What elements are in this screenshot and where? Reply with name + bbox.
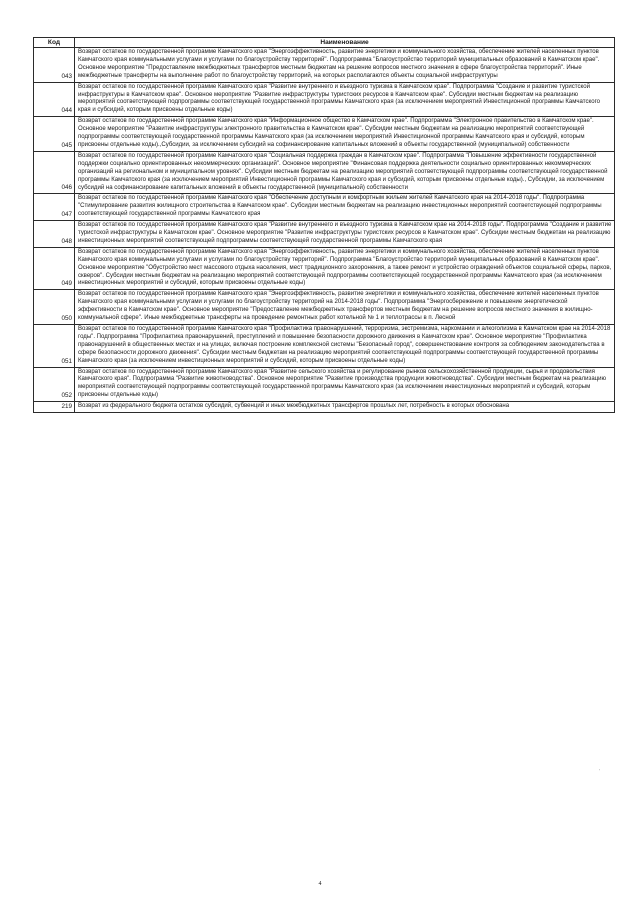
- row-code: 219: [34, 402, 75, 413]
- header-name: Наименование: [75, 38, 615, 48]
- row-description: Возврат остатков по государственной программе Камчатского края "Социальная поддержка граждан в Камчатском крае". Подпрограмма "Повышение эффективности государственной поддержки социально ориентированных некоммерческих организаций". Основное мероприятие "Финансовая поддержка деятельности социально ориентированных некоммерческих организаций на региональном и муниципальном уровнях". Субсидии местным бюджетам на реализацию мероприятий соответствующей подпрограммы соответствующей государственной программы Камчатского края (за исключением мероприятий Инвестиционной программы Камчатского края и субсидий, которым присвоены отдельные коды)., Субсидии, за исключением субсидий на софинансирование капитальных вложений в объекты государственной (муниципальной) собственности: [75, 151, 615, 194]
- document-page: [33, 37, 614, 413]
- row-description: Возврат остатков по государственной программе Камчатского края "Развитие сельского хозяйства и регулирование рынков сельскохозяйственной продукции, сырья и продовольствия Камчатского края". Подпрограмма "Развитие животноводства". Основное мероприятие "Развитие производства продукции животноводства". Субсидии местным бюджетам на реализацию мероприятий соответствующей подпрограммы соответствующей государственной программы Камчатского края (за исключением инвестиционных мероприятий и субсидий, которым присвоены отдельные коды): [75, 367, 615, 402]
- scan-mark: ˙: [599, 770, 601, 776]
- row-description: Возврат остатков по государственной программе Камчатского края "Обеспечение доступным и комфортным жильем жителей Камчатского края на 2014-2018 годы". Подпрограмма "Стимулирование развития жилищного строительства в Камчатском крае". Субсидии местным бюджетам на реализацию инвестиционных мероприятий соответствующей подпрограммы соответствующей государственной программы Камчатского края: [75, 194, 615, 221]
- page-number: 4: [318, 881, 322, 887]
- row-code: 052: [34, 367, 75, 402]
- row-code: 049: [34, 247, 75, 290]
- row-code: 048: [34, 221, 75, 248]
- row-code: 050: [34, 290, 75, 325]
- table-row: [34, 117, 615, 152]
- row-description: Возврат остатков по государственной программе Камчатского края "Развитие внутреннего и въездного туризма в Камчатском крае". Подпрограмма "Создание и развитие туристской инфраструктуры в Камчатском крае". Основное мероприятие "Развитие инфраструктуры туристских ресурсов в Камчатском крае". Субсидии местным бюджетам на реализацию мероприятий соответствующей подпрограммы соответствующей государственной программы Камчатского края (за исключением мероприятий Инвестиционной программы Камчатского края и субсидий, которым присвоены отдельные коды): [75, 82, 615, 117]
- row-code: 047: [34, 194, 75, 221]
- row-description: Возврат остатков по государственной программе Камчатского края "Информационное общество в Камчатском крае". Подпрограмма "Электронное правительство в Камчатском крае". Основное мероприятие "Развитие инфраструктуры электронного правительства в Камчатском крае". Субсидии местным бюджетам на реализацию мероприятий соответствующей подпрограммы соответствующей государственной программы Камчатского края (за исключением мероприятий Инвестиционной программы Камчатского края и субсидий, которым присвоены отдельные коды).,Субсидии, за исключением субсидий на софинансирование капитальных вложений в объекты государственной (муниципальной) собственности: [75, 117, 615, 152]
- codes-table: [33, 37, 615, 413]
- table-row: [34, 194, 615, 221]
- row-description: Возврат из федерального бюджета остатков субсидий, субвенций и иных межбюджетных трансфертов прошлых лет, потребность в которых обоснована: [75, 402, 615, 413]
- row-description: Возврат остатков по государственной программе Камчатского края "Профилактика правонарушений, терроризма, экстремизма, наркомании и алкоголизма в Камчатском крае на 2014-2018 годы". Подпрограмма "Профилактика правонарушений, преступлений и повышение безопасности дорожного движения в Камчатском крае". Основное мероприятие "Профилактика правонарушений в общественных местах и на улицах, включая построение комплексной системы "Безопасный город", совершенствование контроля за соблюдением законодательства в сфере безопасности дорожного движения". Субсидии местным бюджетам на реализацию мероприятий соответствующей подпрограммы соответствующей государственной программы Камчатского края (за исключением инвестиционных мероприятий и субсидий, которым присвоены отдельные коды): [75, 325, 615, 368]
- row-code: 045: [34, 117, 75, 152]
- table-row: [34, 151, 615, 194]
- row-code: 043: [34, 48, 75, 83]
- row-description: Возврат остатков по государственной программе Камчатского края "Энергоэффективность, развитие энергетики и коммунального хозяйства, обеспечение жителей населенных пунктов Камчатского края коммунальными услугами и услугами по благоустройству территорий". Подпрограмма "Благоустройство территорий муниципальных образований в Камчатском крае". Основное мероприятие "Обустройство мест массового отдыха населения, мест традиционного захоронения, а также ремонт и устройство ограждений объектов социальной сферы, парков, скверов". Субсидии местным бюджетам на реализацию мероприятий соответствующей подпрограммы соответствующей государственной программы Камчатского края (за исключением инвестиционных мероприятий и субсидий, которым присвоены отдельные коды): [75, 247, 615, 290]
- header-code: Код: [34, 38, 75, 48]
- row-description: Возврат остатков по государственной программе Камчатского края "Энергоэффективность, развитие энергетики и коммунального хозяйства, обеспечение жителей населенных пунктов Камчатского края коммунальными услугами и услугами по благоустройству территорий". Подпрограмма "Благоустройство территорий муниципальных образований в Камчатском крае". Основное мероприятие "Предоставление межбюджетных трансфертов местным бюджетам на решение вопросов местного значения в сфере благоустройства территорий". Иные межбюджетные трансферты на выполнение работ по благоустройству территорий, на которых располагаются объекты социальной инфраструктуры: [75, 48, 615, 83]
- table-row: [34, 325, 615, 368]
- row-code: 046: [34, 151, 75, 194]
- table-header-row: [34, 38, 615, 48]
- row-code: 044: [34, 82, 75, 117]
- table-row: [34, 367, 615, 402]
- table-row: [34, 402, 615, 413]
- table-row: [34, 247, 615, 290]
- row-code: 051: [34, 325, 75, 368]
- row-description: Возврат остатков по государственной программе Камчатского края "Развитие внутреннего и въездного туризма в Камчатском крае на 2014-2018 годы". Подпрограмма "Создание и развитие туристской инфраструктуры в Камчатском крае". Основное мероприятие "Развитие инфраструктуры туристских ресурсов в Камчатском крае". Субсидии местным бюджетам на реализацию инвестиционных мероприятий соответствующей подпрограммы соответствующей государственной программы Камчатского края: [75, 221, 615, 248]
- table-body: [34, 48, 615, 413]
- table-row: [34, 221, 615, 248]
- table-row: [34, 82, 615, 117]
- table-row: [34, 48, 615, 83]
- table-row: [34, 290, 615, 325]
- row-description: Возврат остатков по государственной программе Камчатского края "Энергоэффективность, развитие энергетики и коммунального хозяйства, обеспечение жителей населенных пунктов Камчатского края коммунальными услугами и услугами по благоустройству территорий на 2014-2018 годы". Подпрограмма "Энергосбережение и повышение энергетической эффективности в Камчатском крае". Основное мероприятие "Предоставление межбюджетных трансфертов местным бюджетам на решение вопросов местного значения в жилищно-коммунальной сфере". Иные межбюджетные трансферты на проведение ремонтных работ котельной № 1 и теплотрассы в п. Лесной: [75, 290, 615, 325]
